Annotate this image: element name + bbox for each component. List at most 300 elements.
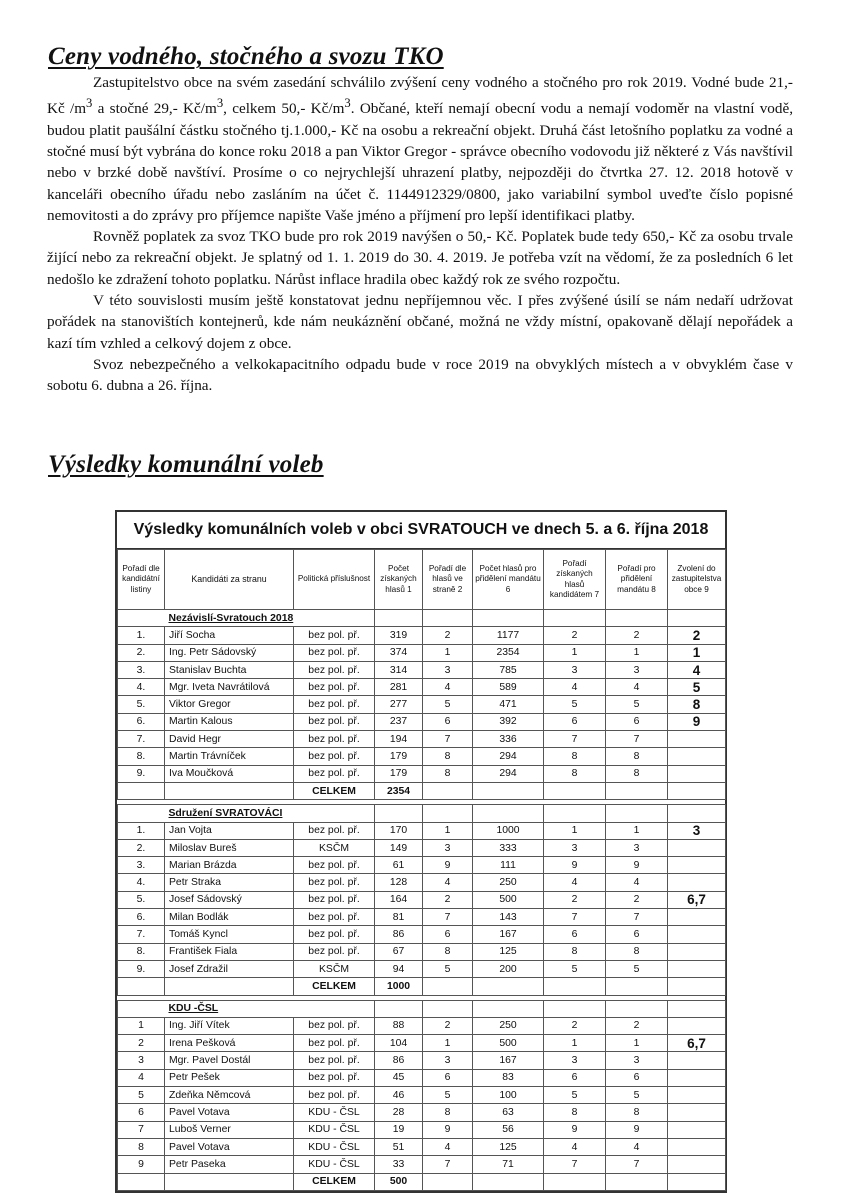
mandate-order: 3: [606, 661, 668, 678]
elected-seat: [668, 909, 726, 926]
candidate-rank: 2: [544, 1017, 606, 1034]
political-affiliation: bez pol. př.: [294, 731, 375, 748]
elected-seat: [668, 1052, 726, 1069]
mandate-votes: 333: [473, 839, 544, 856]
empty-cell: [668, 1000, 726, 1017]
mandate-votes: 56: [473, 1121, 544, 1138]
mandate-order: 2: [606, 1017, 668, 1034]
candidate-rank: 2: [544, 891, 606, 908]
elected-seat: [668, 1017, 726, 1034]
mandate-votes: 294: [473, 748, 544, 765]
list-order: 2.: [118, 644, 165, 661]
elected-seat: [668, 839, 726, 856]
party-rank: 7: [423, 731, 473, 748]
votes-count: 179: [375, 748, 423, 765]
list-order: 4.: [118, 874, 165, 891]
mandate-order: 1: [606, 1035, 668, 1052]
candidate-row: [118, 1017, 726, 1034]
votes-count: 45: [375, 1069, 423, 1086]
candidate-name: Martin Trávníček: [165, 748, 294, 765]
candidate-name: Martin Kalous: [165, 713, 294, 730]
votes-count: 86: [375, 1052, 423, 1069]
empty-cell: [118, 610, 165, 627]
political-affiliation: bez pol. př.: [294, 627, 375, 644]
candidate-row: [118, 926, 726, 943]
candidate-name: Jiří Socha: [165, 627, 294, 644]
party-name: KDU -ČSL: [165, 1000, 375, 1017]
mandate-votes: 250: [473, 874, 544, 891]
empty-cell: [473, 978, 544, 995]
empty-cell: [118, 978, 165, 995]
party-rank: 2: [423, 627, 473, 644]
elected-seat: 4: [668, 661, 726, 678]
col-header: Počet hlasů pro přidělení mandátu 6: [473, 550, 544, 610]
candidate-rank: 9: [544, 1121, 606, 1138]
list-order: 9.: [118, 765, 165, 782]
elected-seat: [668, 1087, 726, 1104]
candidate-row: [118, 839, 726, 856]
list-order: 9.: [118, 960, 165, 977]
votes-count: 277: [375, 696, 423, 713]
article-body: [47, 72, 793, 397]
candidate-rank: 4: [544, 679, 606, 696]
candidate-row: [118, 857, 726, 874]
candidate-row: [118, 713, 726, 730]
political-affiliation: bez pol. př.: [294, 679, 375, 696]
candidate-rank: 7: [544, 731, 606, 748]
elected-seat: 6,7: [668, 1035, 726, 1052]
empty-cell: [473, 1173, 544, 1190]
party-rank: 7: [423, 1156, 473, 1173]
list-order: 9: [118, 1156, 165, 1173]
political-affiliation: bez pol. př.: [294, 891, 375, 908]
mandate-votes: 125: [473, 943, 544, 960]
mandate-order: 2: [606, 891, 668, 908]
mandate-order: 3: [606, 839, 668, 856]
party-total-row: [118, 1173, 726, 1190]
party-rank: 5: [423, 960, 473, 977]
paragraph-waste-fee: Rovněž poplatek za svoz TKO bude pro rok 2019 navýšen o 50,- Kč. Poplatek bude tedy 650,- Kč za osobu trvale žijící nebo za rekreační objekt. Je splatný od 1. 1. 2019 do 30. 4. 2019. Je potřeba vzít na vědomí, že za posledních 6 let nedošlo ke zdražení tohoto poplatku. Nárůst inflace hradila obec každý rok ze svého rozpočtu.: [47, 228, 793, 288]
total-label: CELKEM: [294, 1173, 375, 1190]
empty-cell: [423, 978, 473, 995]
mandate-order: 8: [606, 748, 668, 765]
mandate-order: 7: [606, 909, 668, 926]
results-body: [118, 610, 726, 1191]
political-affiliation: bez pol. př.: [294, 1035, 375, 1052]
mandate-order: 6: [606, 713, 668, 730]
votes-count: 33: [375, 1156, 423, 1173]
empty-cell: [544, 978, 606, 995]
list-order: 3.: [118, 661, 165, 678]
candidate-name: Jan Vojta: [165, 822, 294, 839]
candidate-row: [118, 1035, 726, 1052]
political-affiliation: KDU - ČSL: [294, 1138, 375, 1155]
political-affiliation: bez pol. př.: [294, 713, 375, 730]
candidate-rank: 5: [544, 1087, 606, 1104]
candidate-row: [118, 943, 726, 960]
mandate-order: 8: [606, 943, 668, 960]
votes-count: 28: [375, 1104, 423, 1121]
total-label: CELKEM: [294, 782, 375, 799]
party-rank: 8: [423, 1104, 473, 1121]
total-votes: 1000: [375, 978, 423, 995]
party-name: Nezávislí-Svratouch 2018: [165, 610, 375, 627]
party-rank: 5: [423, 1087, 473, 1104]
candidate-name: Iva Moučková: [165, 765, 294, 782]
party-rank: 4: [423, 679, 473, 696]
empty-cell: [423, 610, 473, 627]
mandate-order: 2: [606, 627, 668, 644]
mandate-order: 4: [606, 874, 668, 891]
political-affiliation: bez pol. př.: [294, 943, 375, 960]
empty-cell: [668, 978, 726, 995]
votes-count: 94: [375, 960, 423, 977]
votes-count: 128: [375, 874, 423, 891]
list-order: 1.: [118, 822, 165, 839]
candidate-name: Pavel Votava: [165, 1104, 294, 1121]
elected-seat: [668, 1104, 726, 1121]
candidate-rank: 5: [544, 960, 606, 977]
party-name: Sdružení SVRATOVÁCI: [165, 805, 375, 822]
candidate-rank: 8: [544, 765, 606, 782]
party-rank: 3: [423, 661, 473, 678]
candidate-name: Luboš Verner: [165, 1121, 294, 1138]
mandate-votes: 100: [473, 1087, 544, 1104]
votes-count: 61: [375, 857, 423, 874]
candidate-rank: 2: [544, 627, 606, 644]
mandate-order: 9: [606, 1121, 668, 1138]
candidate-name: František Fiala: [165, 943, 294, 960]
elected-seat: [668, 874, 726, 891]
mandate-order: 5: [606, 960, 668, 977]
list-order: 6.: [118, 713, 165, 730]
candidate-name: Stanislav Buchta: [165, 661, 294, 678]
empty-cell: [118, 805, 165, 822]
elected-seat: [668, 748, 726, 765]
party-rank: 6: [423, 1069, 473, 1086]
mandate-order: 3: [606, 1052, 668, 1069]
candidate-rank: 4: [544, 1138, 606, 1155]
political-affiliation: bez pol. př.: [294, 857, 375, 874]
candidate-rank: 6: [544, 1069, 606, 1086]
elected-seat: 1: [668, 644, 726, 661]
mandate-votes: 250: [473, 1017, 544, 1034]
candidate-row: [118, 1121, 726, 1138]
col-header: Pořadí získaných hlasů kandidátem 7: [544, 550, 606, 610]
section-heading-results: Výsledky komunální voleb: [48, 451, 324, 478]
mandate-order: 5: [606, 696, 668, 713]
candidate-name: Pavel Votava: [165, 1138, 294, 1155]
candidate-row: [118, 696, 726, 713]
list-order: 5.: [118, 891, 165, 908]
votes-count: 164: [375, 891, 423, 908]
party-rank: 5: [423, 696, 473, 713]
votes-count: 88: [375, 1017, 423, 1034]
elected-seat: [668, 960, 726, 977]
votes-count: 81: [375, 909, 423, 926]
empty-cell: [118, 1173, 165, 1190]
elected-seat: 9: [668, 713, 726, 730]
col-header: Pořadí dle kandidátní listiny: [118, 550, 165, 610]
political-affiliation: KDU - ČSL: [294, 1121, 375, 1138]
party-rank: 2: [423, 891, 473, 908]
candidate-row: [118, 748, 726, 765]
candidate-row: [118, 1087, 726, 1104]
elected-seat: [668, 731, 726, 748]
mandate-votes: 1177: [473, 627, 544, 644]
mandate-votes: 125: [473, 1138, 544, 1155]
mandate-votes: 71: [473, 1156, 544, 1173]
mandate-order: 8: [606, 1104, 668, 1121]
mandate-votes: 83: [473, 1069, 544, 1086]
candidate-row: [118, 679, 726, 696]
empty-cell: [544, 610, 606, 627]
elected-seat: [668, 1069, 726, 1086]
empty-cell: [473, 610, 544, 627]
political-affiliation: bez pol. př.: [294, 1052, 375, 1069]
political-affiliation: bez pol. př.: [294, 874, 375, 891]
elected-seat: [668, 1121, 726, 1138]
list-order: 6.: [118, 909, 165, 926]
candidate-name: Milan Bodlák: [165, 909, 294, 926]
party-rank: 8: [423, 748, 473, 765]
votes-count: 374: [375, 644, 423, 661]
votes-count: 104: [375, 1035, 423, 1052]
votes-count: 237: [375, 713, 423, 730]
list-order: 3.: [118, 857, 165, 874]
col-header: Pořadí pro přidělení mandátu 8: [606, 550, 668, 610]
mandate-votes: 336: [473, 731, 544, 748]
empty-cell: [165, 782, 294, 799]
mandate-order: 4: [606, 1138, 668, 1155]
empty-cell: [375, 610, 423, 627]
total-votes: 2354: [375, 782, 423, 799]
candidate-row: [118, 822, 726, 839]
party-header-row: [118, 1000, 726, 1017]
list-order: 1.: [118, 627, 165, 644]
party-rank: 3: [423, 1052, 473, 1069]
mandate-order: 1: [606, 822, 668, 839]
candidate-rank: 6: [544, 713, 606, 730]
votes-count: 194: [375, 731, 423, 748]
empty-cell: [606, 782, 668, 799]
mandate-votes: 167: [473, 1052, 544, 1069]
candidate-name: Josef Zdražil: [165, 960, 294, 977]
votes-count: 319: [375, 627, 423, 644]
empty-cell: [118, 1000, 165, 1017]
list-order: 7: [118, 1121, 165, 1138]
mandate-votes: 589: [473, 679, 544, 696]
mandate-order: 7: [606, 1156, 668, 1173]
elected-seat: 8: [668, 696, 726, 713]
empty-cell: [544, 1000, 606, 1017]
empty-cell: [473, 1000, 544, 1017]
candidate-name: Tomáš Kyncl: [165, 926, 294, 943]
party-rank: 6: [423, 713, 473, 730]
candidate-row: [118, 1052, 726, 1069]
mandate-votes: 471: [473, 696, 544, 713]
section-heading-prices: Ceny vodného, stočného a svozu TKO: [48, 43, 444, 70]
mandate-votes: 143: [473, 909, 544, 926]
list-order: 4.: [118, 679, 165, 696]
candidate-row: [118, 765, 726, 782]
votes-count: 170: [375, 822, 423, 839]
votes-count: 67: [375, 943, 423, 960]
results-grid: [117, 549, 726, 1191]
political-affiliation: bez pol. př.: [294, 661, 375, 678]
mandate-votes: 200: [473, 960, 544, 977]
votes-count: 281: [375, 679, 423, 696]
empty-cell: [165, 978, 294, 995]
mandate-order: 6: [606, 926, 668, 943]
candidate-name: Irena Pešková: [165, 1035, 294, 1052]
political-affiliation: bez pol. př.: [294, 644, 375, 661]
candidate-rank: 9: [544, 857, 606, 874]
col-header: Zvolení do zastupitelstva obce 9: [668, 550, 726, 610]
list-order: 2: [118, 1035, 165, 1052]
elected-seat: [668, 943, 726, 960]
mandate-order: 7: [606, 731, 668, 748]
party-rank: 2: [423, 1017, 473, 1034]
candidate-name: Petr Paseka: [165, 1156, 294, 1173]
mandate-votes: 2354: [473, 644, 544, 661]
candidate-row: [118, 627, 726, 644]
empty-cell: [668, 1173, 726, 1190]
candidate-rank: 8: [544, 1104, 606, 1121]
political-affiliation: bez pol. př.: [294, 822, 375, 839]
party-total-row: [118, 978, 726, 995]
candidate-rank: 8: [544, 943, 606, 960]
elected-seat: [668, 926, 726, 943]
candidate-name: Mgr. Iveta Navrátilová: [165, 679, 294, 696]
candidate-row: [118, 1138, 726, 1155]
party-rank: 7: [423, 909, 473, 926]
candidate-name: Petr Straka: [165, 874, 294, 891]
candidate-row: [118, 1104, 726, 1121]
candidate-name: Mgr. Pavel Dostál: [165, 1052, 294, 1069]
party-rank: 8: [423, 943, 473, 960]
table-title: Výsledky komunálních voleb v obci SVRATOUCH ve dnech 5. a 6. října 2018: [117, 512, 725, 549]
party-rank: 4: [423, 874, 473, 891]
elected-seat: 6,7: [668, 891, 726, 908]
votes-count: 19: [375, 1121, 423, 1138]
votes-count: 149: [375, 839, 423, 856]
candidate-name: Ing. Jiří Vítek: [165, 1017, 294, 1034]
empty-cell: [606, 1000, 668, 1017]
empty-cell: [423, 1000, 473, 1017]
party-rank: 9: [423, 1121, 473, 1138]
election-results-table: [115, 510, 727, 1193]
candidate-row: [118, 874, 726, 891]
candidate-name: Petr Pešek: [165, 1069, 294, 1086]
candidate-row: [118, 1069, 726, 1086]
candidate-rank: 4: [544, 874, 606, 891]
mandate-votes: 167: [473, 926, 544, 943]
paragraph-water-prices: Zastupitelstvo obce na svém zasedání schválilo zvýšení ceny vodného a stočného pro rok 2019. Vodné bude 21,- Kč $/m^3$ a stočné 29,- $Kč/m^3$, celkem 50,- $Kč/m^3$. Občané, kteří nemají obecní vodu a nemají vodoměr na vlastní vodě, budou platit paušální částku stočného tj.1.000,- Kč na osobu a rekreační objekt. Druhá část letošního poplatku za vodné a stočné musí být vybrána do konce roku 2018 a pan Viktor Gregor - správce obecního vodovodu již některé z Vás navštívil nebo v brzké době navštíví. Prosíme o co nejrychlejší uhrazení platby, nejpozději do čtvrtka 27. 12. 2018 hotově v kanceláři obecního úřadu nebo zasláním na účet č. 1144912329/0800, jako variabilní symbol uveďte číslo popisné nemovitosti a do zprávy pro příjemce napište Vaše jméno a příjmení pro lepší identifikaci platby.: [47, 74, 794, 224]
party-rank: 6: [423, 926, 473, 943]
list-order: 1: [118, 1017, 165, 1034]
political-affiliation: bez pol. př.: [294, 696, 375, 713]
political-affiliation: KSČM: [294, 839, 375, 856]
mandate-order: 4: [606, 679, 668, 696]
candidate-row: [118, 909, 726, 926]
party-rank: 1: [423, 644, 473, 661]
candidate-rank: 5: [544, 696, 606, 713]
candidate-name: Viktor Gregor: [165, 696, 294, 713]
votes-count: 46: [375, 1087, 423, 1104]
votes-count: 179: [375, 765, 423, 782]
party-rank: 4: [423, 1138, 473, 1155]
empty-cell: [118, 782, 165, 799]
total-label: CELKEM: [294, 978, 375, 995]
list-order: 6: [118, 1104, 165, 1121]
candidate-rank: 1: [544, 1035, 606, 1052]
list-order: 4: [118, 1069, 165, 1086]
empty-cell: [165, 1173, 294, 1190]
party-total-row: [118, 782, 726, 799]
list-order: 8.: [118, 943, 165, 960]
col-header: Počet získaných hlasů 1: [375, 550, 423, 610]
candidate-rank: 7: [544, 909, 606, 926]
candidate-rank: 8: [544, 748, 606, 765]
party-rank: 1: [423, 1035, 473, 1052]
paragraph-hazardous-waste: Svoz nebezpečného a velkokapacitního odpadu bude v roce 2019 na obvyklých místech a v obvyklém čase v sobotu 6. dubna a 26. října.: [47, 355, 793, 395]
empty-cell: [423, 805, 473, 822]
paragraph-container-disorder: V této souvislosti musím ještě konstatovat jednu nepříjemnou věc. I přes zvýšené úsilí se nám nedaří udržovat pořádek na stanovištích kontejnerů, kde nám neukáznění občané, možná ne vždy místní, opakovaně dělají nepořádek a kazí tím vzhled a celkový dojem z obce.: [47, 292, 793, 352]
candidate-row: [118, 960, 726, 977]
political-affiliation: bez pol. př.: [294, 1017, 375, 1034]
candidate-name: Marian Brázda: [165, 857, 294, 874]
party-rank: 9: [423, 857, 473, 874]
list-order: 7.: [118, 926, 165, 943]
mandate-order: 8: [606, 765, 668, 782]
empty-cell: [668, 805, 726, 822]
candidate-row: [118, 644, 726, 661]
candidate-name: Miloslav Bureš: [165, 839, 294, 856]
party-header-row: [118, 805, 726, 822]
mandate-order: 6: [606, 1069, 668, 1086]
candidate-name: Zdeňka Němcová: [165, 1087, 294, 1104]
mandate-votes: 785: [473, 661, 544, 678]
elected-seat: 3: [668, 822, 726, 839]
list-order: 8.: [118, 748, 165, 765]
mandate-votes: 500: [473, 1035, 544, 1052]
candidate-rank: 7: [544, 1156, 606, 1173]
list-order: 5.: [118, 696, 165, 713]
empty-cell: [423, 1173, 473, 1190]
votes-count: 314: [375, 661, 423, 678]
list-order: 2.: [118, 839, 165, 856]
political-affiliation: KDU - ČSL: [294, 1104, 375, 1121]
political-affiliation: bez pol. př.: [294, 748, 375, 765]
political-affiliation: bez pol. př.: [294, 1087, 375, 1104]
candidate-rank: 3: [544, 839, 606, 856]
mandate-votes: 63: [473, 1104, 544, 1121]
mandate-order: 1: [606, 644, 668, 661]
col-header: Politická příslušnost: [294, 550, 375, 610]
empty-cell: [473, 782, 544, 799]
elected-seat: [668, 765, 726, 782]
mandate-votes: 500: [473, 891, 544, 908]
candidate-rank: 1: [544, 644, 606, 661]
political-affiliation: bez pol. př.: [294, 1069, 375, 1086]
list-order: 8: [118, 1138, 165, 1155]
empty-cell: [668, 610, 726, 627]
party-rank: 3: [423, 839, 473, 856]
empty-cell: [423, 782, 473, 799]
elected-seat: [668, 1156, 726, 1173]
empty-cell: [544, 1173, 606, 1190]
